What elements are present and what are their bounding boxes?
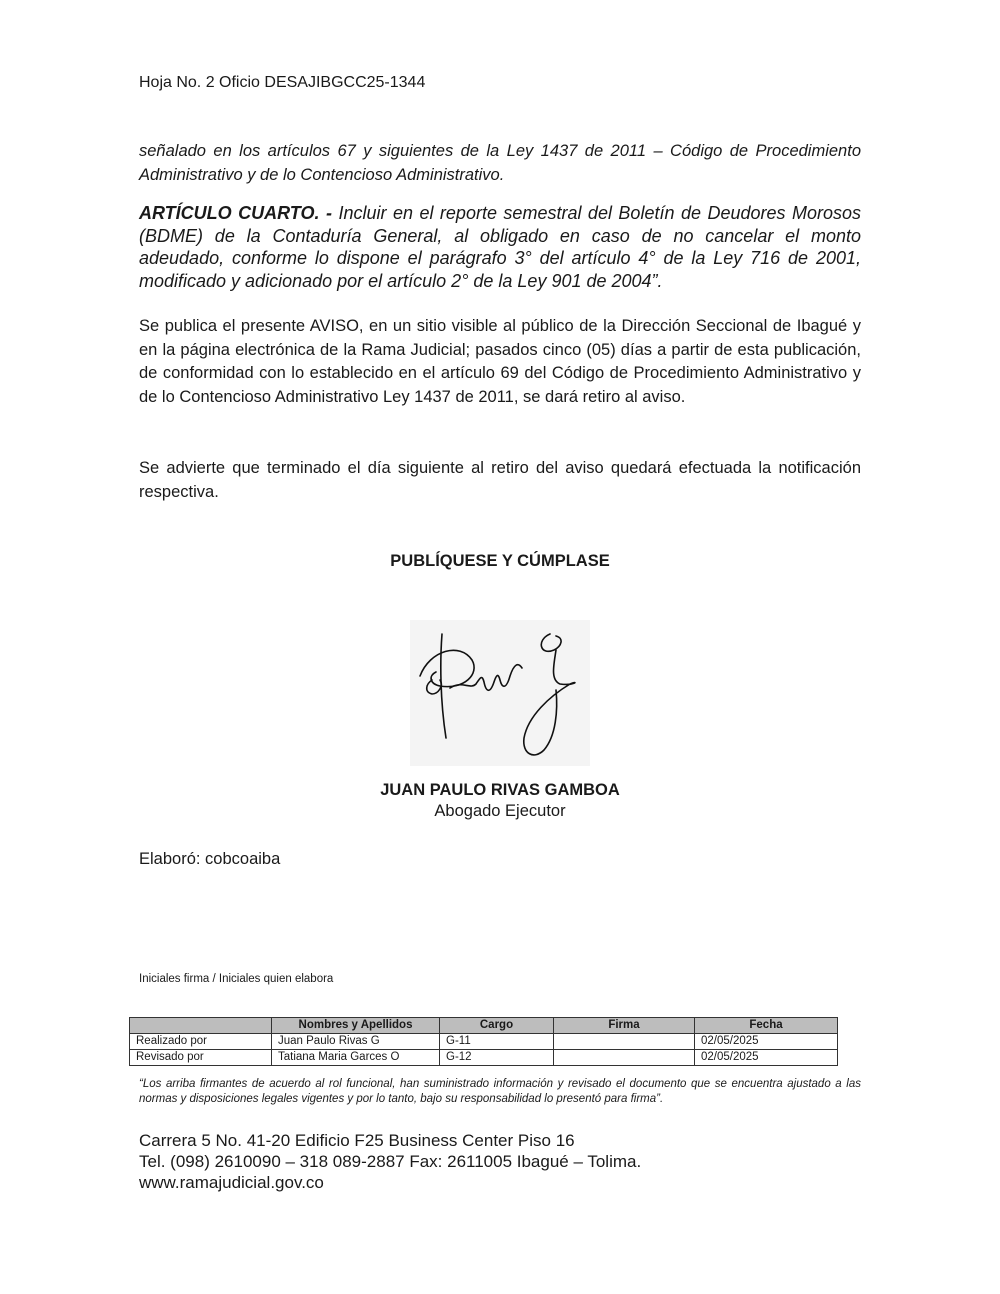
table-cell: Juan Paulo Rivas G [272, 1034, 440, 1050]
paragraph-publication-notice: Se publica el presente AVISO, en un sitio visible al público de la Dirección Seccional de Ibagué y en la página electrónica de la Rama Judicial; pasados cinco (05) días a partir de esta publicación, de conformidad con lo establecido en el artículo 69 del Código de Procedimiento Administrativo y de lo Contencioso Administrativo Ley 1437 de 2011, se dará retiro al aviso. [139, 317, 861, 406]
table-header-cell: Fecha [695, 1018, 838, 1034]
table-cell: G-11 [440, 1034, 554, 1050]
table-header-cell: Firma [554, 1018, 695, 1034]
table-row [130, 1034, 838, 1050]
table-cell [554, 1034, 695, 1050]
signatures-table [129, 1017, 838, 1066]
signer-name: JUAN PAULO RIVAS GAMBOA [380, 781, 620, 799]
sheet-header: Hoja No. 2 Oficio DESAJIBGCC25-1344 [139, 74, 426, 91]
table-cell: G-12 [440, 1050, 554, 1066]
publiquese-heading: PUBLÍQUESE Y CÚMPLASE [390, 552, 610, 570]
table-header-cell: Nombres y Apellidos [272, 1018, 440, 1034]
paragraph-law-reference: señalado en los artículos 67 y siguientes de la Ley 1437 de 2011 – Código de Procedimiento Administrativo y de lo Contencioso Administrativo. [139, 142, 861, 184]
footer-phone: Tel. (098) 2610090 – 318 089-2887 Fax: 2611005 Ibagué – Tolima. [139, 1152, 642, 1171]
signature-image [410, 620, 590, 766]
table-cell: Realizado por [130, 1034, 272, 1050]
handwritten-signature-icon [410, 620, 590, 766]
table-cell: Tatiana Maria Garces O [272, 1050, 440, 1066]
table-cell [554, 1050, 695, 1066]
table-row [130, 1050, 838, 1066]
table-cell: 02/05/2025 [695, 1050, 838, 1066]
elaborated-by: Elaboró: cobcoaiba [139, 850, 281, 868]
responsibility-disclaimer: “Los arriba firmantes de acuerdo al rol funcional, han suministrado información y revisado el documento que se encuentra ajustado a las normas y disposiciones legales vigentes y por lo tanto, bajo su responsabilidad lo presentó para firma”. [139, 1078, 861, 1105]
paragraph-articulo-cuarto [139, 202, 861, 292]
signer-role: Abogado Ejecutor [434, 802, 566, 820]
footer-contact [139, 1130, 641, 1193]
articulo-cuarto-heading: ARTÍCULO CUARTO. - [139, 203, 332, 223]
footer-address: Carrera 5 No. 41-20 Edificio F25 Business Center Piso 16 [139, 1131, 575, 1150]
table-cell: 02/05/2025 [695, 1034, 838, 1050]
articulo-cuarto-text: Incluir en el reporte semestral del Boletín de Deudores Morosos (BDME) de la Contaduría General, al obligado en caso de no cancelar el monto adeudado, conforme lo dispone el parágrafo 3° del artículo 4° de la Ley 716 de 2001, modificado y adicionado por el artículo 2° de la Ley 901 de 2004”. [139, 203, 861, 291]
table-header-cell [130, 1018, 272, 1034]
table-cell: Revisado por [130, 1050, 272, 1066]
initials-label: Iniciales firma / Iniciales quien elabora [139, 973, 334, 985]
paragraph-notification-warning: Se advierte que terminado el día siguiente al retiro del aviso quedará efectuada la notificación respectiva. [139, 459, 861, 501]
table-header-row [130, 1018, 838, 1034]
footer-website-link[interactable]: www.ramajudicial.gov.co [139, 1173, 324, 1192]
table-header-cell: Cargo [440, 1018, 554, 1034]
